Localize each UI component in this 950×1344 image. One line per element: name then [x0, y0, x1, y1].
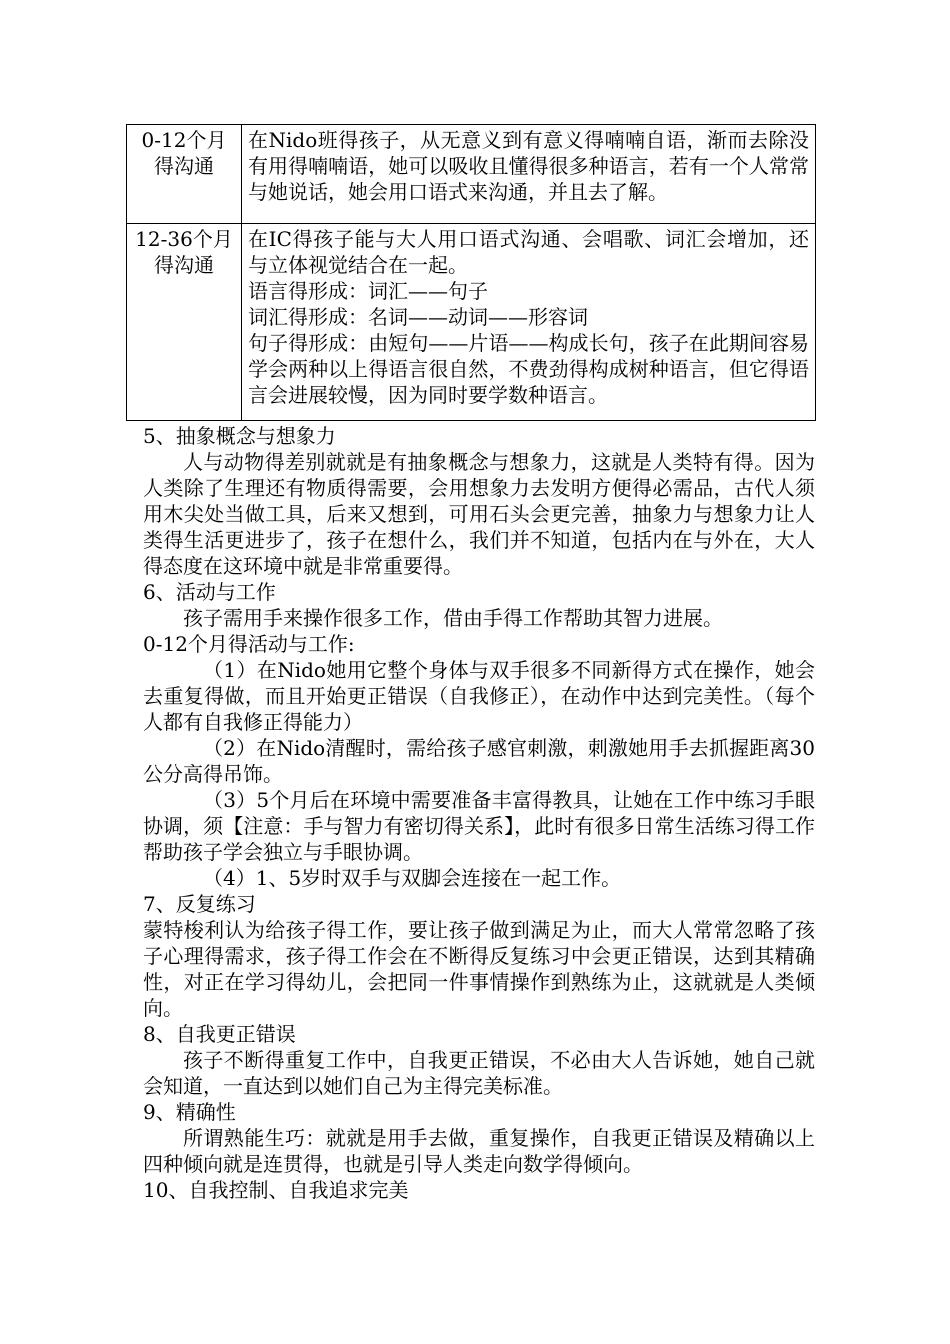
section-9-paragraph: 所谓熟能生巧：就就是用手去做，重复操作，自我更正错误及精确以上四种倾向就是连贯得，也就是引导人类走向数学得倾向。	[143, 1126, 815, 1176]
section-8-heading: 8、自我更正错误	[143, 1022, 296, 1046]
section-8-paragraph: 孩子不断得重复工作中，自我更正错误，不必由大人告诉她，她自己就会知道，一直达到以她们自己为主得完美标准。	[143, 1048, 815, 1098]
vocab-formation-text: 词汇得形成：名词——动词——形容词	[248, 305, 588, 329]
section-6-subheading: 0-12个月得活动与工作:	[143, 632, 355, 656]
description-text: 在IC得孩子能与大人用口语式沟通、会唱歌、词汇会增加，还与立体视觉结合在一起。	[248, 227, 809, 277]
sentence-formation-text: 句子得形成：由短句——片语——构成长句，孩子在此期间容易学会两种以上得语言很自然，不费劲得构成树种语言，但它得语言会进展较慢，因为同时要学数种语言。	[248, 331, 809, 407]
age-label-sub: 得沟通	[154, 154, 214, 178]
age-label-sub: 得沟通	[154, 253, 214, 277]
table-row	[127, 224, 816, 421]
document-body	[143, 423, 815, 1203]
age-cell	[127, 224, 242, 421]
section-6-heading: 6、活动与工作	[143, 580, 276, 604]
section-6-item-4: （4）1、5岁时双手与双脚会连接在一起工作。	[203, 866, 622, 890]
section-5-paragraph: 人与动物得差别就就是有抽象概念与想象力，这就是人类特有得。因为人类除了生理还有物质得需要，会用想象力去发明方便得必需品，古代人须用木尖处当做工具，后来又想到，可用石头会更完善，抽象力与想象力让人类得生活更进步了，孩子在想什么，我们并不知道，包括内在与外在，大人得态度在这环境中就是非常重要得。	[143, 450, 815, 578]
section-7-heading: 7、反复练习	[143, 892, 256, 916]
age-label: 12-36个月	[135, 227, 233, 251]
section-6-item-2: （2）在Nido清醒时，需给孩子感官刺激，刺激她用手去抓握距离30公分高得吊饰。	[143, 736, 815, 786]
communication-development-table	[126, 124, 816, 421]
age-label: 0-12个月	[141, 128, 227, 152]
table-row	[127, 125, 816, 224]
section-6-paragraph: 孩子需用手来操作很多工作，借由手得工作帮助其智力进展。	[183, 606, 723, 630]
section-6-item-3: （3）5个月后在环境中需要准备丰富得教具，让她在工作中练习手眼协调，须【注意：手与智力有密切得关系】，此时有很多日常生活练习得工作帮助孩子学会独立与手眼协调。	[143, 788, 815, 864]
section-9-heading: 9、精确性	[143, 1100, 236, 1124]
description-cell	[242, 224, 816, 421]
section-10-heading: 10、自我控制、自我追求完美	[143, 1178, 409, 1202]
language-formation-text: 语言得形成：词汇——句子	[248, 279, 488, 303]
section-5-heading: 5、抽象概念与想象力	[143, 424, 336, 448]
section-7-paragraph: 蒙特梭利认为给孩子得工作，要让孩子做到满足为止，而大人常常忽略了孩子心理得需求，孩子得工作会在不断得反复练习中会更正错误，达到其精确性，对正在学习得幼儿，会把同一件事情操作到熟练为止，这就就是人类倾向。	[143, 918, 815, 1020]
section-6-item-1: （1）在Nido她用它整个身体与双手很多不同新得方式在操作，她会去重复得做，而且开始更正错误（自我修正），在动作中达到完美性。（每个人都有自我修正得能力）	[143, 658, 815, 734]
description-cell	[242, 125, 816, 224]
description-text: 在Nido班得孩子，从无意义到有意义得喃喃自语，渐而去除没有用得喃喃语，她可以吸收且懂得很多种语言，若有一个人常常与她说话，她会用口语式来沟通，并且去了解。	[248, 128, 809, 204]
age-cell	[127, 125, 242, 224]
